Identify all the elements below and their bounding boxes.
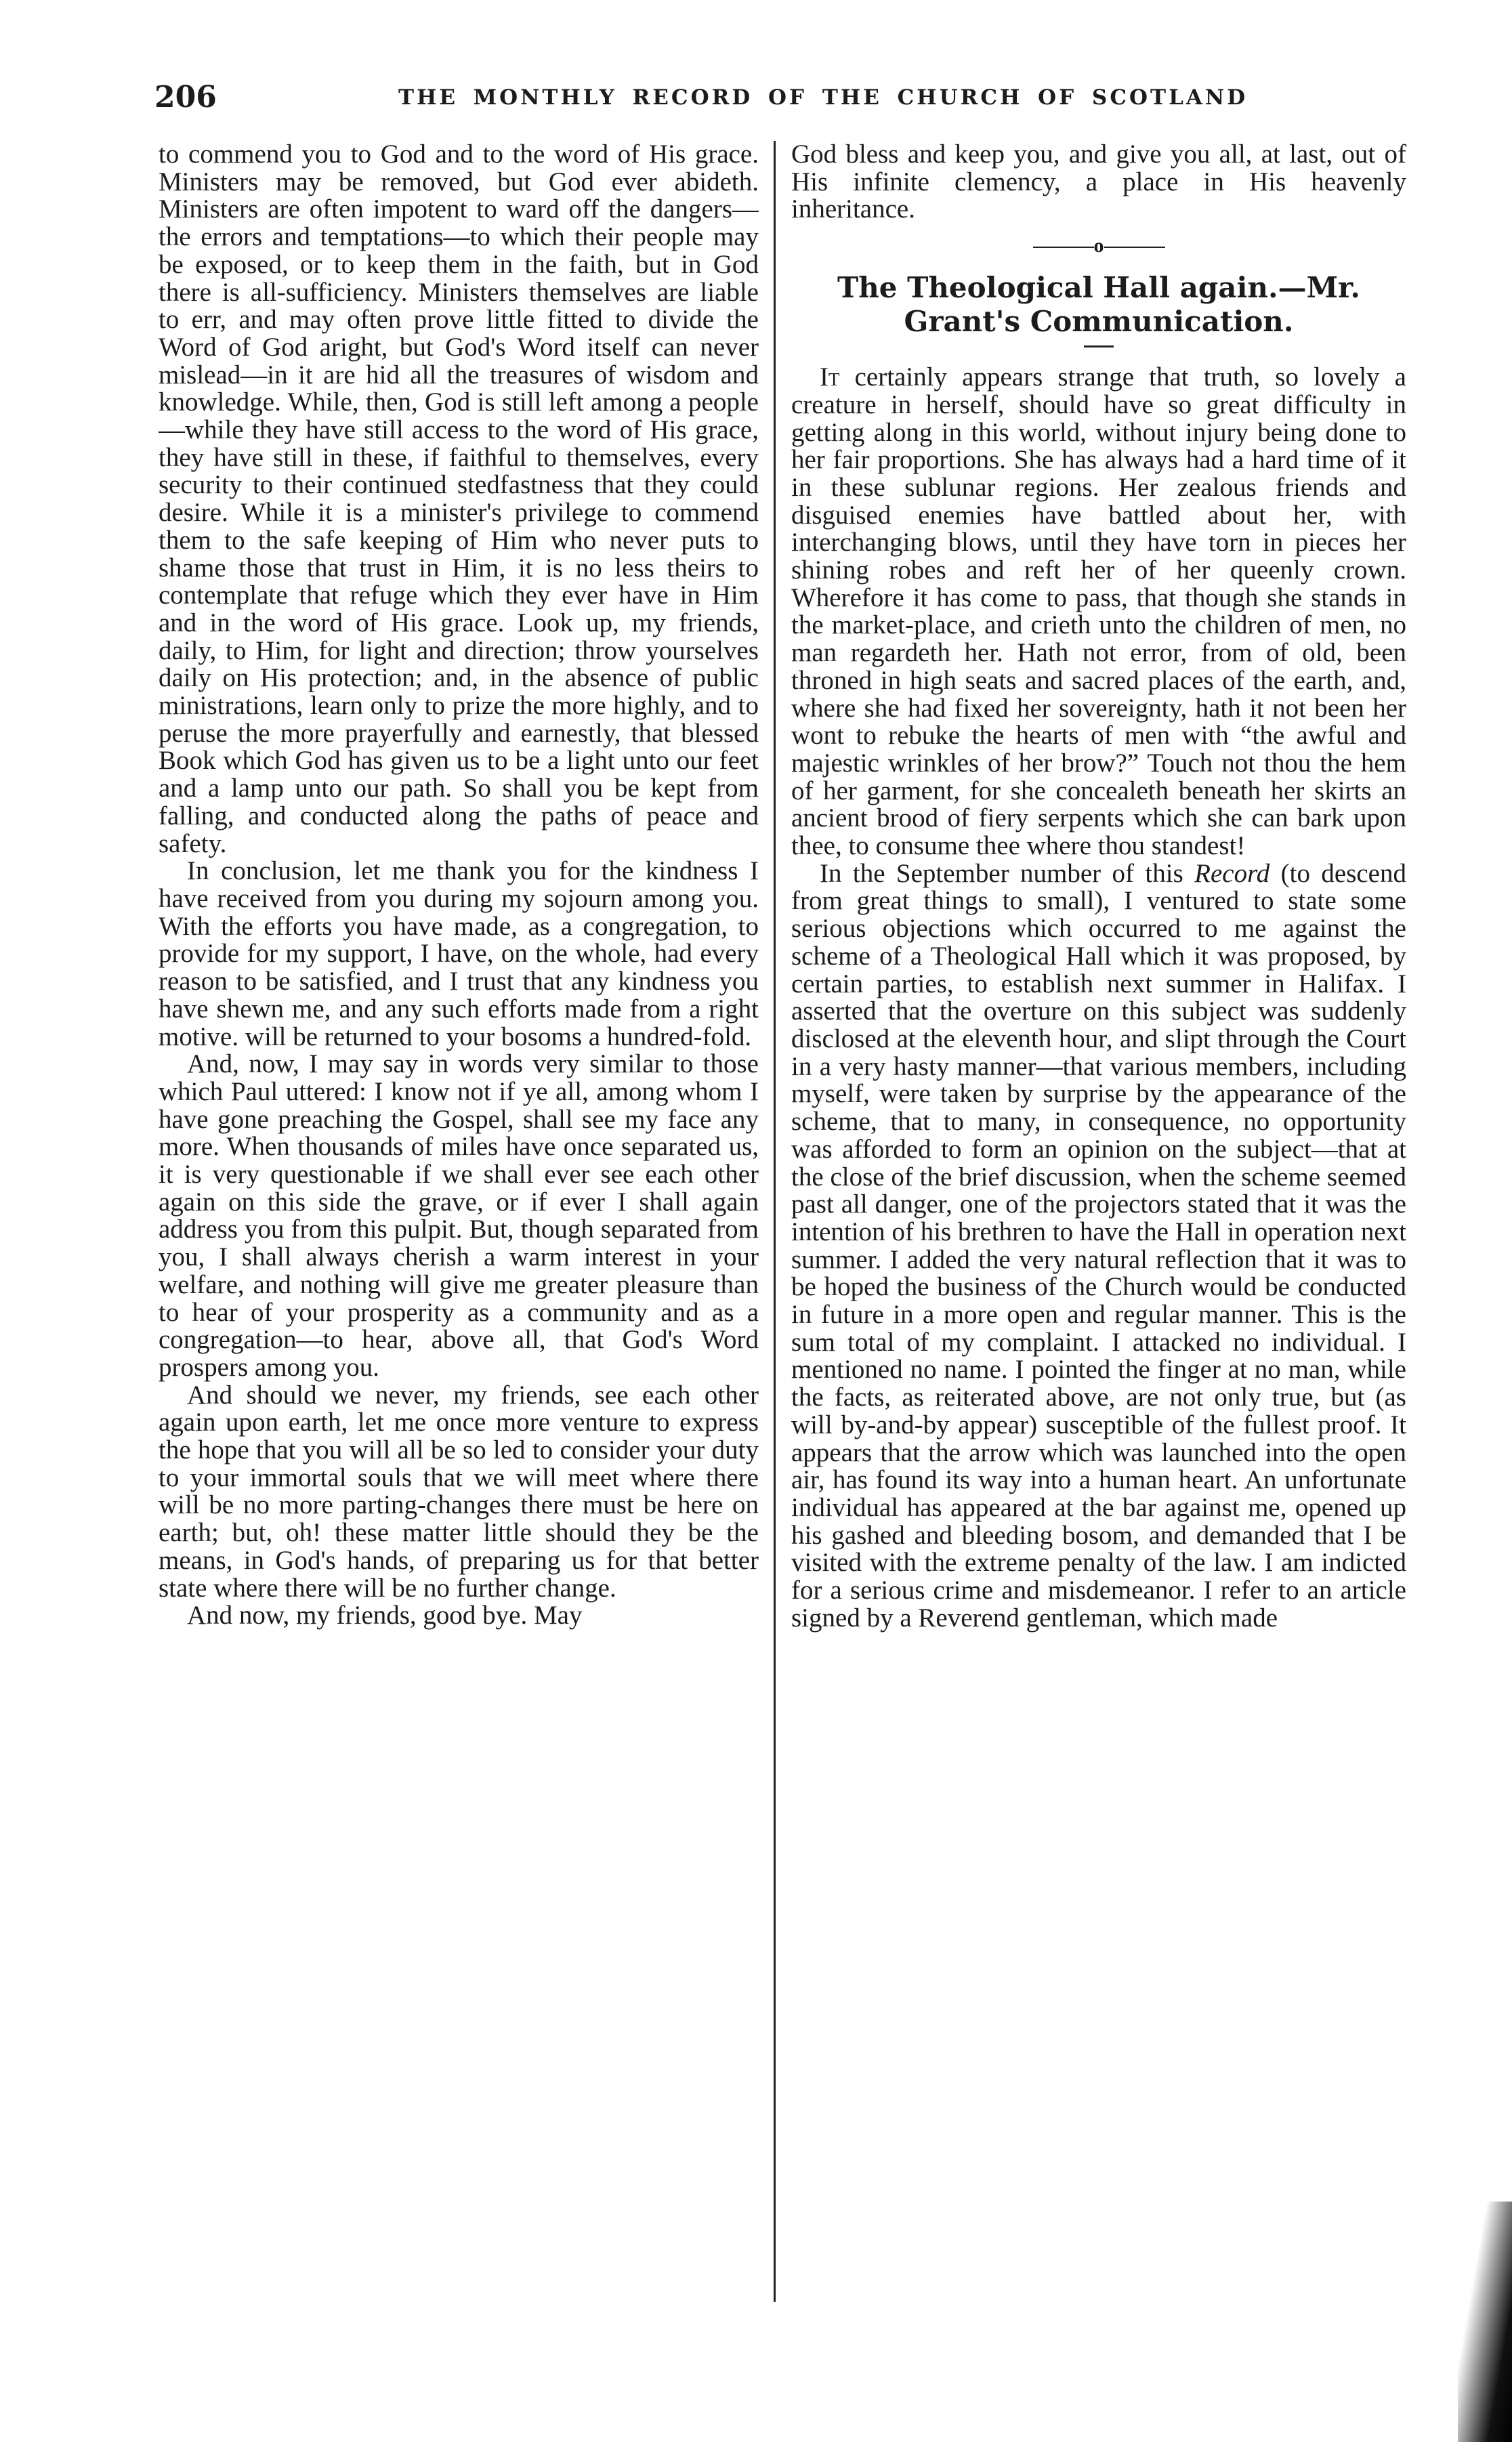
article-paragraph-1 [791, 364, 1406, 860]
paragraph-farewell: And, now, I may say in words very similar to those which Paul uttered: I know not if ye all, among whom I have gone preaching the Gospel, shall see my face any more. When thousands of miles have once separated us, it is very questionable if we shall ever see each other again on this side the grave, or if ever I shall again address you from this pulpit. But, though separated from you, I shall always cherish a warm interest in your welfare, and nothing will give me greater pleasure than to hear of your prosperity as a community and as a congregation—to hear, above all, that God's Word prospers among you. [159, 1049, 759, 1382]
lead-word: It [820, 362, 840, 392]
article-paragraph-2-text: (to descend from great things to small), I ventured to state some serious objections which occurred to me against the scheme of a Theological Hall which it was proposed, by certain parties, to establish next summer in Halifax. I asserted that the overture on this subject was suddenly disclosed at the eleventh hour, and slipt through the Court in a very hasty manner—that various members, including myself, were taken by surprise by the appearance of the scheme, that to many, in consequence, no opportunity was afforded to form an opinion on the subject—that at the close of the brief discussion, when the scheme seemed past all danger, one of the projectors stated that it was the intention of his brethren to have the Hall in operation next summer. I added the very natural reflection that it was to be hoped the business of the Church would be conducted in future in a more open and regular manner. This is the sum total of my complaint. I attacked no individual. I mentioned no name. I pointed the finger at no man, while the facts, as reiterated above, are not only true, but (as will by-and-by appear) susceptible of the fullest proof. It appears that the arrow which was launched into the open air, has found its way into a human heart. An unfortunate individual has appeared at the bar against me, opened up his gashed and bleeding bosom, and demanded that I be visited with the extreme penalty of the law. I am indicted for a serious crime and misdemeanor. I refer to an article signed by a Reverend gentleman, which made [791, 858, 1406, 1633]
article-title: The Theological Hall again.—Mr. Grant's Communication. [837, 271, 1361, 339]
page-edge-shadow [1458, 2202, 1512, 2442]
article-paragraph-2 [791, 860, 1406, 1633]
record-italic: Record [1194, 858, 1270, 888]
separator-line-left [1033, 247, 1094, 248]
article-paragraph-1-text: certainly appears strange that truth, so lovely a creature in herself, should have so great difficulty in getting along in this world, without injury being done to her fair proportions. She has always had a hard time of it in these sublunar regions. Her zealous friends and disguised enemies have battled about her, with interchanging blows, until they have torn in pieces her shining robes and reft her of her queenly crown. Wherefore it has come to pass, that though she stands in the market-place, and crieth unto the children of men, no man regardeth her. Hath not error, from of old, been throned in high seats and sacred places of the earth, and, where she had fixed her sovereignty, hath it not been her wont to rebuke the hearts of men with “the awful and majestic wrinkles of her brow?” Touch not thou the hem of her garment, for she concealeth beneath her skirts an ancient brood of fiery serpents which she can bark upon thee, to consume thee where thou standest! [791, 362, 1406, 861]
paragraph-continued: to commend you to God and to the word of His grace. Ministers may be removed, but God ever abideth. Ministers are often impotent to ward off the dangers—the errors and temptations—to which their people may be exposed, or to keep them in the faith, but in God there is all-sufficiency. Ministers themselves are liable to err, and may often prove little fitted to divide the Word of God aright, but God's Word itself can never mislead—in it are hid all the treasures of wisdom and knowledge. While, then, God is still left among a people—while they have still access to the word of His grace, they have still in these, if faithful to themselves, every security to their continued stedfastness that they could desire. While it is a minister's privilege to commend them to the safe keeping of Him who never puts to shame those that trust in Him, it is no less theirs to contemplate that refuge which they ever have in Him and in the word of His grace. Look up, my friends, daily, to Him, for light and direction; throw yourselves daily on His protection; and, in the absence of public ministrations, learn only to prize the more highly, and to peruse the more prayerfully and earnestly, that blessed Book which God has given us to be a light unto our feet and a lamp unto our path. So shall you be kept from falling, and conducted along the paths of peace and safety. [159, 141, 759, 858]
column-divider [774, 141, 776, 2302]
paragraph-hope: And should we never, my friends, see each other again upon earth, let me once more venture to express the hope that you will all be so led to consider your duty to your immortal souls that we will meet where there will be no more parting-changes there must be here on earth; but, oh! these matter little should they be the means, in God's hands, of preparing us for that better state where there will be no further change. [159, 1380, 759, 1603]
separator-line-right [1104, 247, 1165, 248]
paragraph-blessing: God bless and keep you, and give you all, at last, out of His infinite clemency, a place in His heavenly inheritance. [791, 141, 1406, 224]
page-number: 206 [154, 80, 217, 114]
article-paragraph-2-start: In the September number of this [820, 858, 1195, 888]
separator-mark: o [1093, 234, 1104, 257]
title-rule [1084, 345, 1114, 348]
running-head: THE MONTHLY RECORD OF THE CHURCH OF SCOTLAND [398, 85, 1248, 110]
paragraph-good-bye: And now, my friends, good bye. May [187, 1601, 583, 1630]
right-column [791, 141, 1406, 2309]
page-header [154, 75, 1394, 129]
section-separator [791, 236, 1406, 256]
left-column [159, 141, 759, 2309]
paragraph-thanks: In conclusion, let me thank you for the kindness I have received from you during my sojourn among you. With the efforts you have made, as a congregation, to provide for my support, I have, on the whole, had every reason to be satisfied, and I trust that any kindness you have shewn me, and any such efforts made from a right motive. will be returned to your bosoms a hundred-fold. [159, 856, 759, 1051]
